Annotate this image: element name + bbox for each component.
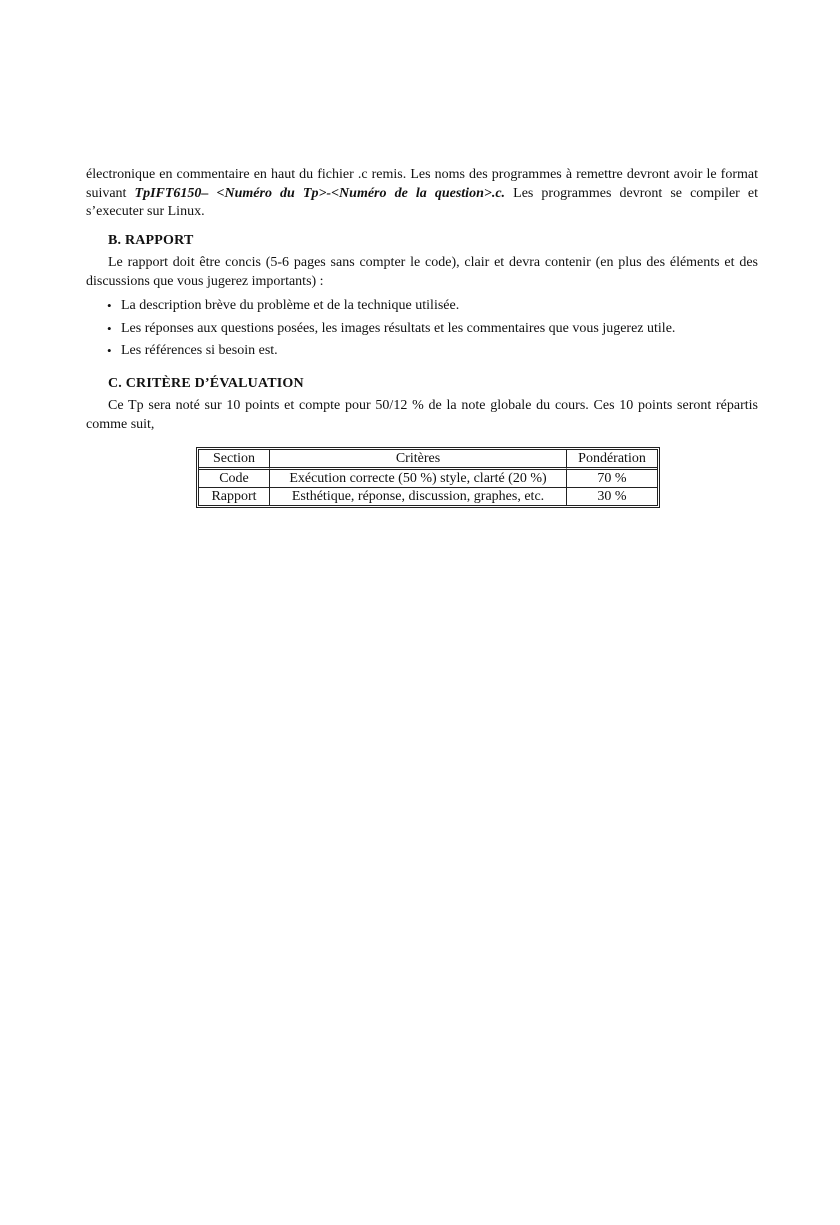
cell-section: Rapport	[199, 488, 270, 505]
section-b-paragraph: Le rapport doit être concis (5-6 pages sans compter le code), clair et devra contenir (en plus des éléments et des discussions que vous jugerez importants) :	[86, 255, 758, 289]
table-row	[199, 488, 657, 505]
grading-table-wrapper	[196, 447, 758, 508]
cell-weight: 30 %	[597, 489, 627, 504]
list-item	[107, 297, 758, 316]
header-weight: Pondération	[567, 450, 657, 470]
header-section: Section	[199, 450, 270, 470]
bullet-icon: •	[107, 343, 112, 358]
cell-weight: 70 %	[567, 470, 657, 488]
format-body: <Numéro du Tp>-<Numéro de la question>.c.	[216, 185, 506, 201]
section-c-paragraph: Ce Tp sera noté sur 10 points et compte pour 50/12 % de la note globale du cours. Ces 10 points seront répartis comme suit,	[86, 398, 758, 432]
section-b-heading: B. RAPPORT	[108, 232, 194, 248]
header-criteria: Critères	[270, 450, 567, 470]
table-header-row	[199, 450, 657, 470]
list-item-text: Les réponses aux questions posées, les images résultats et les commentaires que vous jugerez utile.	[121, 320, 676, 336]
table-row	[199, 470, 657, 488]
list-item	[107, 320, 758, 339]
intro-text: électronique en commentaire en haut du fichier .c remis. Les noms des programmes à remettre devront avoir le format suivant	[86, 167, 758, 201]
report-requirements-list	[86, 297, 758, 361]
list-item-text: La description brève du problème et de la technique utilisée.	[121, 298, 460, 313]
cell-criteria: Esthétique, réponse, discussion, graphes, etc.	[270, 488, 567, 505]
format-prefix: TpIFT6150–	[134, 185, 217, 201]
list-item-text: Les références si besoin est.	[121, 343, 278, 358]
document-content	[86, 166, 758, 508]
intro-text-end: Les programmes devront se compiler et s’executer sur Linux.	[86, 185, 759, 219]
intro-paragraph	[86, 166, 758, 222]
cell-section: Code	[199, 470, 270, 488]
cell-criteria: Exécution correcte (50 %) style, clarté (20 %)	[270, 470, 567, 488]
list-item	[107, 342, 758, 361]
section-c-heading: C. CRITÈRE D’ÉVALUATION	[108, 375, 304, 391]
grading-table	[196, 447, 660, 508]
bullet-icon: •	[107, 298, 112, 313]
bullet-icon: •	[107, 320, 112, 336]
